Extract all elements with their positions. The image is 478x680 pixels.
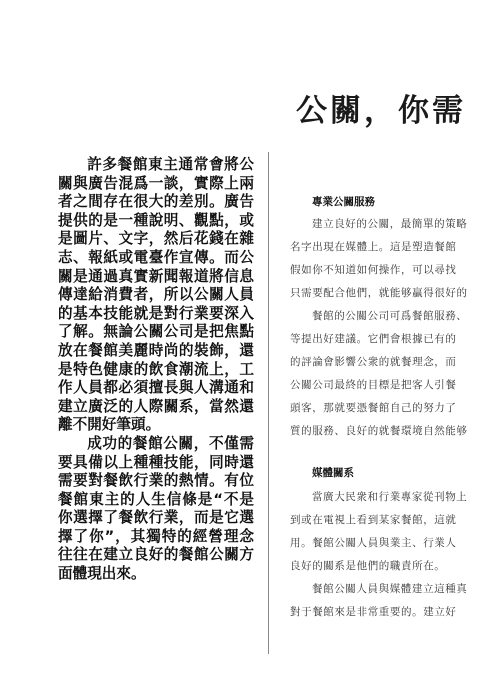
text-line: 餐館公關人員與媒體建立這種真	[312, 583, 468, 595]
column-divider	[268, 152, 269, 654]
right-column	[290, 0, 478, 680]
text-line: 只需要配合他們，就能够贏得很好的	[290, 287, 468, 299]
text-line: 公關公司最終的目標是把客人引餐	[290, 379, 457, 391]
paragraph: 許多餐館東主通常會將公關與廣告混爲一談，實際上兩者之間存在很大的差別。廣告提供的是一種說明、觀點，或是圖片、文字，然后花錢在雜志、報紙或電臺作宣傳。而公關是通過真實新聞報道將信息傳達給消費者，所以公關人員的基本技能就是對行業要深入了解。無論公關公司是把焦點放在餐館美麗時尚的裝飾，還是特色健康的飲食潮流上，工作人員都必須擅長與人溝通和建立廣泛的人際關系，當然還離不開好筆頭。	[58, 156, 254, 434]
text-line: 良好的關系是他們的職責所在。	[290, 560, 446, 572]
page-title: 公關，你需	[296, 93, 466, 129]
text-line: 對于餐館來是非常重要的。建立好	[290, 606, 457, 618]
text-line: 假如你不知道如何操作，可以尋找	[290, 264, 457, 276]
text-line: 到或在電視上看到某家餐館，這就	[290, 514, 457, 526]
text-line: 等提出好建議。它們會根據已有的	[290, 333, 457, 345]
text-line: 頭客，那就要憑餐館自己的努力了	[290, 402, 457, 414]
text-line: 建立良好的公關，最簡單的策略	[312, 218, 468, 230]
text-line: 名字出現在媒體上。這是塑造餐館	[290, 241, 457, 253]
paragraph: 成功的餐館公關，不僅需要具備以上種種技能，同時還需要對餐飲行業的熱情。有位餐館東主的人生信條是“不是你選擇了餐飲行業，而是它選擇了你”，其獨特的經營理念往往在建立良好的餐館公關方面體現出來。	[58, 434, 254, 583]
text-line: 餐館的公關公司可爲餐館服務、	[312, 310, 468, 322]
text-line: 當廣大民衆和行業專家從刊物上	[312, 491, 468, 503]
text-line: 用。餐館公關人員與業主、行業人	[290, 537, 457, 549]
section-heading: 媒體關系	[312, 467, 354, 479]
section-heading: 專業公關服務	[312, 196, 375, 208]
left-column	[58, 156, 254, 584]
text-line: 的評論會影響公衆的就餐理念，而	[290, 356, 457, 368]
text-line: 質的服務、良好的就餐環境自然能够	[290, 425, 468, 437]
